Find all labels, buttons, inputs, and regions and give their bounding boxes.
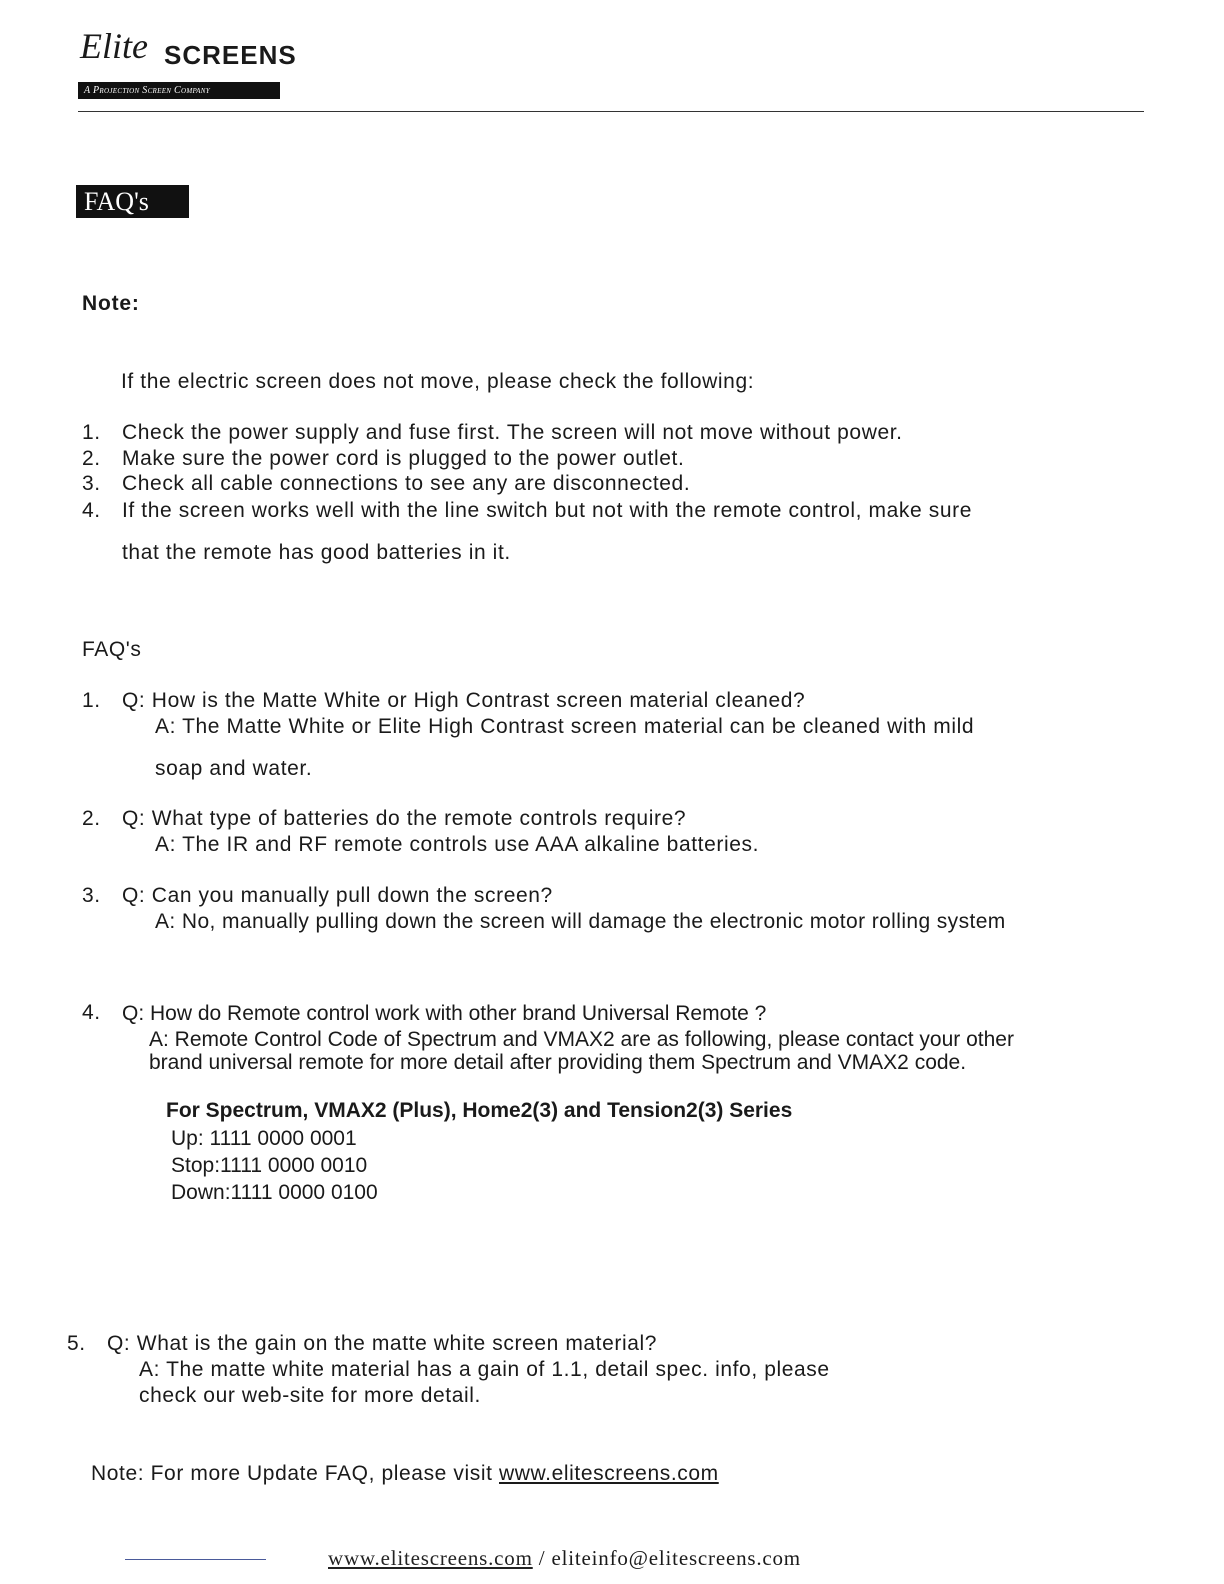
faq-answer: A: The Matte White or Elite High Contrast screen material can be cleaned with mild (155, 715, 975, 738)
note-item-text: Make sure the power cord is plugged to the power outlet. (122, 447, 685, 470)
note-item-number: 4. (82, 499, 101, 522)
footer-email-link[interactable]: eliteinfo@elitescreens.com (551, 1546, 801, 1570)
faq-answer-continuation: brand universal remote for more detail after providing them Spectrum and VMAX2 code. (149, 1051, 967, 1074)
faq-number: 1. (82, 689, 101, 712)
remote-code-heading: For Spectrum, VMAX2 (Plus), Home2(3) and Tension2(3) Series (166, 1099, 793, 1122)
note-intro: If the electric screen does not move, please check the following: (121, 370, 755, 393)
faq-answer-continuation: check our web-site for more detail. (139, 1384, 481, 1407)
logo-tagline: A Projection Screen Company (78, 82, 280, 99)
faq-question: Q: What is the gain on the matte white screen material? (107, 1332, 658, 1355)
footer-separator: / (532, 1546, 552, 1570)
note-item-number: 3. (82, 472, 101, 495)
note-item-number: 1. (82, 421, 101, 444)
logo-brand: SCREENS (164, 40, 297, 70)
remote-code-stop: Stop:1111 0000 0010 (171, 1154, 368, 1177)
update-note (91, 1463, 719, 1484)
update-note-text: Note: For more Update FAQ, please visit (91, 1462, 499, 1485)
faq-number: 5. (67, 1332, 86, 1355)
footer-website-link[interactable]: www.elitescreens.com (328, 1546, 533, 1570)
logo-script: Elite (80, 26, 148, 66)
header-divider (78, 111, 1144, 112)
faq-question: Q: How is the Matte White or High Contrast screen material cleaned? (122, 689, 806, 712)
faq-question: Q: Can you manually pull down the screen? (122, 884, 553, 907)
faq-question: Q: What type of batteries do the remote controls require? (122, 807, 687, 830)
faq-answer: A: The IR and RF remote controls use AAA alkaline batteries. (155, 833, 760, 856)
remote-code-up: Up: 1111 0000 0001 (171, 1127, 357, 1150)
faq-answer-continuation: soap and water. (155, 757, 313, 780)
note-heading: Note: (82, 292, 140, 315)
note-item-text: Check all cable connections to see any are disconnected. (122, 472, 691, 495)
note-item-number: 2. (82, 447, 101, 470)
footer-divider (125, 1559, 266, 1560)
faq-answer: A: The matte white material has a gain of 1.1, detail spec. info, please (139, 1358, 830, 1381)
faq-answer: A: Remote Control Code of Spectrum and VMAX2 are as following, please contact your other (149, 1028, 1014, 1051)
note-item-text: Check the power supply and fuse first. The screen will not move without power. (122, 421, 903, 444)
website-link[interactable]: www.elitescreens.com (499, 1462, 719, 1485)
note-item-text: If the screen works well with the line switch but not with the remote control, make sure (122, 499, 972, 522)
faq-heading: FAQ's (82, 638, 142, 661)
faq-number: 2. (82, 807, 101, 830)
note-item-continuation: that the remote has good batteries in it. (122, 541, 511, 564)
remote-code-down: Down:1111 0000 0100 (171, 1181, 378, 1204)
faq-number: 3. (82, 884, 101, 907)
faq-number: 4. (82, 1001, 101, 1024)
footer-contact (328, 1546, 801, 1571)
faq-question: Q: How do Remote control work with other brand Universal Remote ? (122, 1002, 767, 1025)
faq-answer: A: No, manually pulling down the screen will damage the electronic motor rolling system (155, 910, 1006, 933)
faq-badge: FAQ's (76, 185, 189, 218)
